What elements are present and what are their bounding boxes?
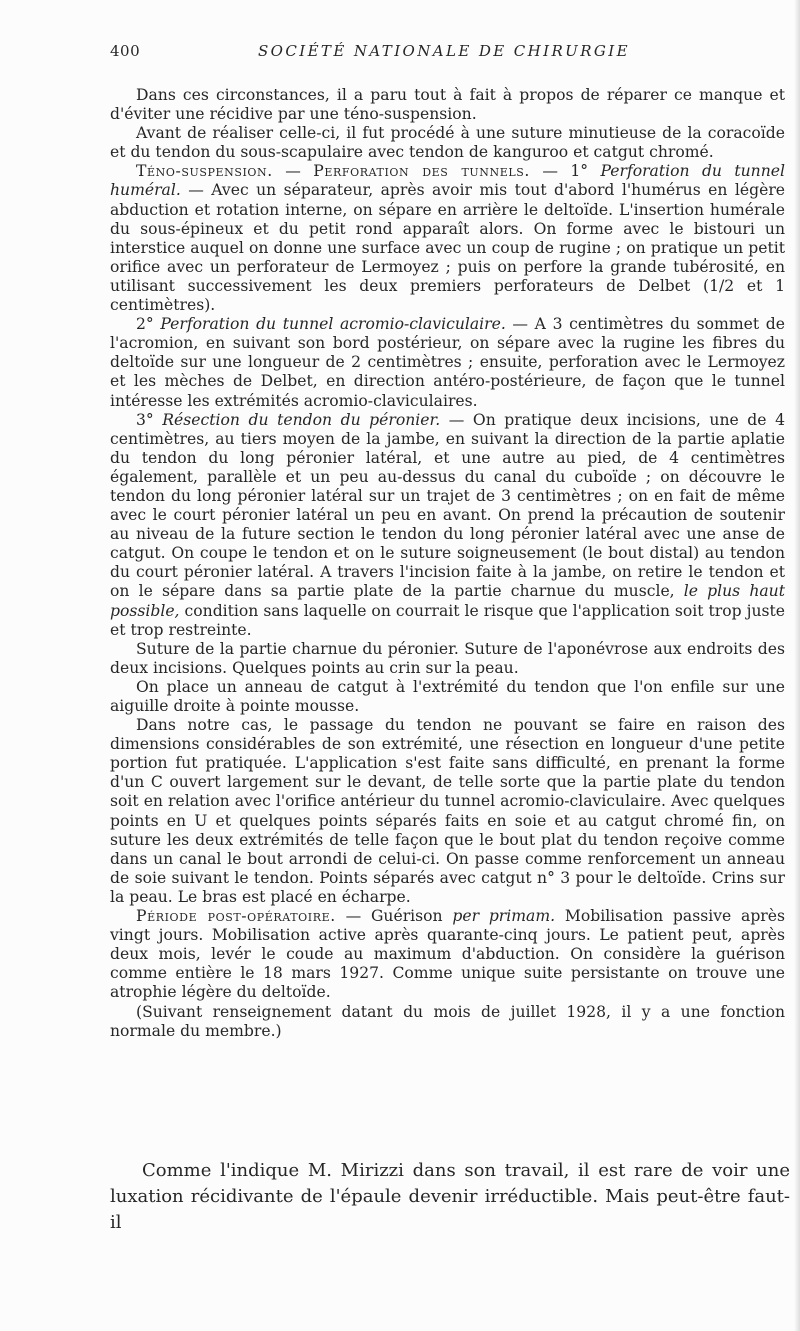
step-text: — Avec un séparateur, après avoir mis tout d'abord l'humérus en légère abduction et rotation interne, on sépare en arrière le deltoïde. L'insertion humérale du sous-épineux et du petit rond apparaît alors. On forme avec le bistouri un interstice auquel on donne une surface avec un coup de rugine ; on pratique un petit orifice avec un perforateur de Lermoyez ; puis on perfore la grande tubérosité, en utilisant successivement les deux premiers perforateurs de Delbet (1/2 et 1 centimètres).	[110, 181, 785, 315]
paragraph-tendon-passage: Dans notre cas, le passage du tendon ne pouvant se faire en raison des dimensions considérables de son extrémité, une résection en longueur d'une petite portion fut pratiquée. L'application s'est faite sans difficulté, en prenant la forme d'un C ouvert largement sur le devant, de telle sorte que la partie plate du tendon soit en relation avec l'orifice antérieur du tunnel acromio-claviculaire. Avec quelques points en U et quelques points séparés faits en soie et au catgut chromé fin, on suture les deux extrémités de telle façon que le bout plat du tendon reçoive comme dans un canal le bout arrondi de celui-ci. On passe comme renforcement un anneau de soie suivant le tendon. Points séparés avec catgut n° 3 pour le deltoïde. Crins sur la peau. Le bras est placé en écharpe.	[110, 716, 785, 906]
section-label-perforation: Perforation des tunnels.	[313, 162, 530, 181]
paragraph-suture: Avant de réaliser celle-ci, il fut procédé à une suture minutieuse de la coracoïde et du tendon du sous-scapulaire avec tendon de kanguroo et catgut chromé.	[110, 124, 785, 162]
paragraph-peroneal-suture: Suture de la partie charnue du péronier. Suture de l'aponévrose aux endroits des deux incisions. Quelques points au crin sur la peau.	[110, 639, 785, 677]
paragraph-post-operative	[110, 907, 785, 1002]
separator: —	[272, 162, 314, 181]
paragraph-acromio-tunnel	[110, 315, 785, 410]
commentary-paragraph: Comme l'indique M. Mirizzi dans son travail, il est rare de voir une luxation récidivante de l'épaule devenir irréductible. Mais peut-être faut-il	[110, 1160, 790, 1233]
paragraph-peroneal-resection	[110, 411, 785, 640]
case-report-body	[110, 86, 785, 1041]
step-text: — A 3 centimètres du sommet de l'acromion, en suivant son bord postérieur, on sépare avec la rugine les fibres du deltoïde sur une longueur de 2 centimètres ; ensuite, perforation avec le Lermoyez et les mèches de Delbet, en direction antéro-postérieure, de façon que le tunnel intéresse les extrémités acromio-claviculaires.	[110, 315, 785, 410]
step-title-acromio-tunnel: Perforation du tunnel acromio-claviculaire.	[160, 315, 506, 334]
emphasis-text: le plus haut possible,	[110, 582, 785, 620]
paragraph-text: — Guérison	[335, 907, 453, 926]
running-head	[110, 42, 790, 66]
step-text: — On pratique deux incisions, une de 4 centimètres, au tiers moyen de la jambe, en suivant la direction de la partie aplatie du tendon du long péronier latéral, et une autre au pied, de 4 centimètres également, parallèle et un peu au-dessus du canal du cuboïde ; on découvre le tendon du long péronier latéral sur un trajet de 3 centimètres ; on en fait de même avec le court péronier latéral un peu en avant. On prend la précaution de soutenir au niveau de la future section le tendon du long péronier latéral avec une anse de catgut. On coupe le tendon et on le suture soigneusement (le bout distal) au tendon du court péronier latéral. A travers l'incision faite à la jambe, on retire le tendon et on le sépare dans sa partie plate de la partie charnue du muscle,	[110, 410, 785, 601]
step-number: 2°	[136, 315, 161, 334]
step-number: 3°	[136, 410, 163, 429]
paragraph-text: Mobilisation passive après vingt jours. Mobilisation active après quarante-cinq jours. Le patient peut, après deux mois, levér le coude au maximum d'abduction. On considère la guérison comme entière le 18 mars 1927. Comme unique suite persistante on trouve une atrophie légère du deltoïde.	[110, 907, 785, 1002]
emphasis-text: per primam.	[452, 907, 556, 926]
paragraph-context: Dans ces circonstances, il a paru tout à fait à propos de réparer ce manque et d'éviter une récidive par une téno-suspension.	[110, 86, 785, 124]
paragraph-teno-suspension	[110, 162, 785, 315]
step-title-peroneal-resection: Résection du tendon du péronier.	[162, 410, 441, 429]
section-label-teno-suspension: Téno-suspension.	[136, 162, 273, 181]
commentary-section	[110, 1158, 790, 1236]
page-number: 400	[110, 42, 141, 60]
paragraph-catgut-ring: On place un anneau de catgut à l'extrémité du tendon que l'on enfile sur une aiguille droite à pointe mousse.	[110, 677, 785, 715]
journal-title: SOCIÉTÉ NATIONALE DE CHIRURGIE	[258, 42, 630, 60]
page-edge-shadow	[794, 0, 800, 1331]
step-text: condition sans laquelle on courrait le risque que l'application soit trop juste et trop restreinte.	[110, 601, 785, 639]
paragraph-follow-up: (Suivant renseignement datant du mois de juillet 1928, il y a une fonction normale du membre.)	[110, 1002, 785, 1040]
section-label-post-operative: Période post-opératoire.	[136, 907, 336, 926]
step-number: — 1°	[529, 162, 601, 181]
step-title-humeral-tunnel: Perforation du tunnel huméral.	[110, 162, 785, 200]
